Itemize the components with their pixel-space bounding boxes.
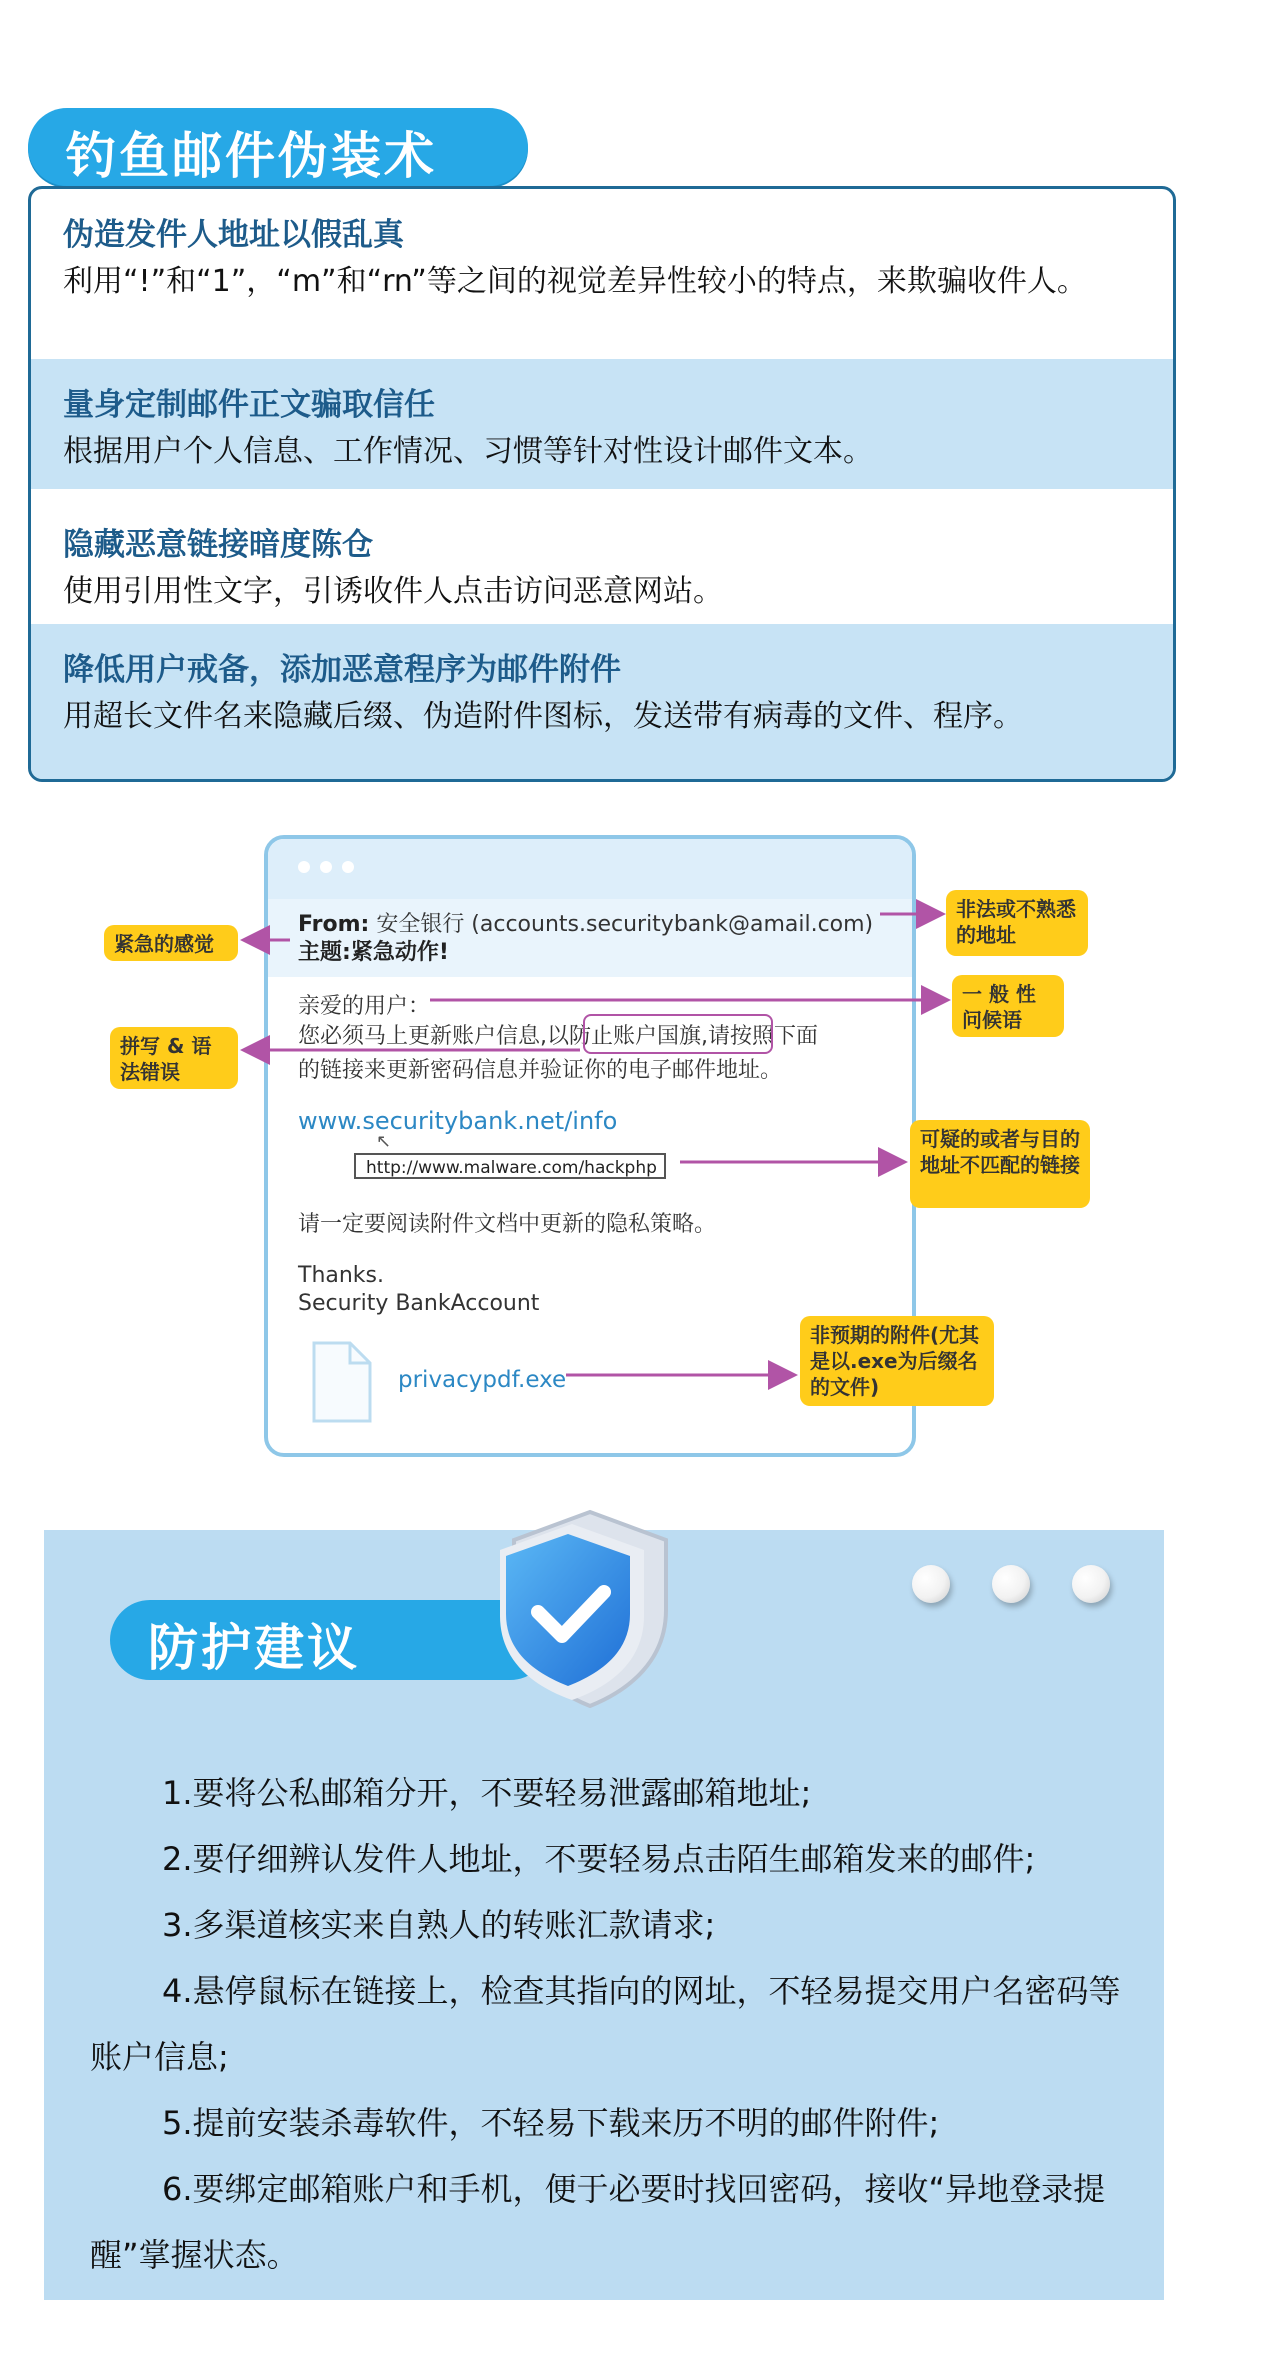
email-signature: Security BankAccount <box>298 1291 540 1316</box>
tip-text: 使用引用性文字，引诱收件人点击访问恶意网站。 <box>63 574 723 609</box>
tip-heading: 量身定制邮件正文骗取信任 <box>63 387 435 423</box>
email-body-line: 您必须马上更新账户信息,以防止账户国旗,请按照下面 <box>298 1024 818 1049</box>
shield-check-icon <box>480 1500 680 1710</box>
decor-dot <box>912 1565 950 1603</box>
email-suspicious-link[interactable]: www.securitybank.net/info <box>298 1107 618 1135</box>
email-greeting: 亲爱的用户： <box>298 994 431 1019</box>
decor-dot <box>992 1565 1030 1603</box>
email-thanks: Thanks. <box>298 1263 385 1288</box>
cursor-icon: ↖ <box>376 1131 392 1152</box>
tip-heading: 伪造发件人地址以假乱真 <box>63 217 404 253</box>
email-policy-line: 请一定要阅读附件文档中更新的隐私策略。 <box>298 1212 717 1237</box>
advice-item: 5.提前安装杀毒软件，不轻易下载来历不明的邮件附件; <box>162 2104 940 2142</box>
callout-urgency: 紧急的感觉 <box>104 925 238 961</box>
email-body-line: 的链接来更新密码信息并验证你的电子邮件地址。 <box>298 1058 783 1083</box>
tip-heading: 降低用户戒备，添加恶意程序为邮件附件 <box>63 652 621 688</box>
subject-value: 紧急动作! <box>350 940 449 965</box>
from-value: 安全银行 (accounts.securitybank@amail.com) <box>376 912 874 937</box>
tip-text: 用超长文件名来隐藏后缀、伪造附件图标，发送带有病毒的文件、程序。 <box>63 699 1023 734</box>
tip-text: 根据用户个人信息、工作情况、习惯等针对性设计邮件文本。 <box>63 434 873 469</box>
disguise-title-text: 钓鱼邮件伪装术 <box>66 127 437 185</box>
from-label: From: <box>298 912 370 937</box>
callout-link: 可疑的或者与目的地址不匹配的链接 <box>910 1120 1090 1208</box>
decor-dot <box>1072 1565 1110 1603</box>
callout-sender: 非法或不熟悉的地址 <box>946 890 1088 956</box>
advice-item: 4.悬停鼠标在链接上，检查其指向的网址，不轻易提交用户名密码等账户信息; <box>90 1972 1121 2076</box>
advice-title-text: 防护建议 <box>148 1619 360 1677</box>
subject-label: 主题: <box>298 940 351 965</box>
advice-item: 3.多渠道核实来自熟人的转账汇款请求; <box>162 1906 716 1944</box>
advice-item: 6.要绑定邮箱账户和手机，便于必要时找回密码，接收“异地登录提醒”掌握状态。 <box>90 2170 1106 2274</box>
callout-attachment: 非预期的附件(尤其是以.exe为后缀名的文件) <box>800 1316 994 1406</box>
advice-item: 1.要将公私邮箱分开，不要轻易泄露邮箱地址; <box>162 1774 812 1812</box>
tip-heading: 隐藏恶意链接暗度陈仓 <box>63 527 373 563</box>
callout-generic-greeting: 一 般 性 问候语 <box>952 975 1064 1037</box>
link-hover-tooltip: http://www.malware.com/hackphp <box>354 1153 666 1179</box>
tip-text: 利用“!”和“1”，“m”和“rn”等之间的视觉差异性较小的特点，来欺骗收件人。 <box>63 264 1087 299</box>
email-attachment-name[interactable]: privacypdf.exe <box>398 1367 567 1393</box>
callout-spelling: 拼写 & 语法错误 <box>110 1027 238 1089</box>
advice-list <box>90 1760 1140 2288</box>
advice-item: 2.要仔细辨认发件人地址，不要轻易点击陌生邮箱发来的邮件; <box>162 1840 1036 1878</box>
